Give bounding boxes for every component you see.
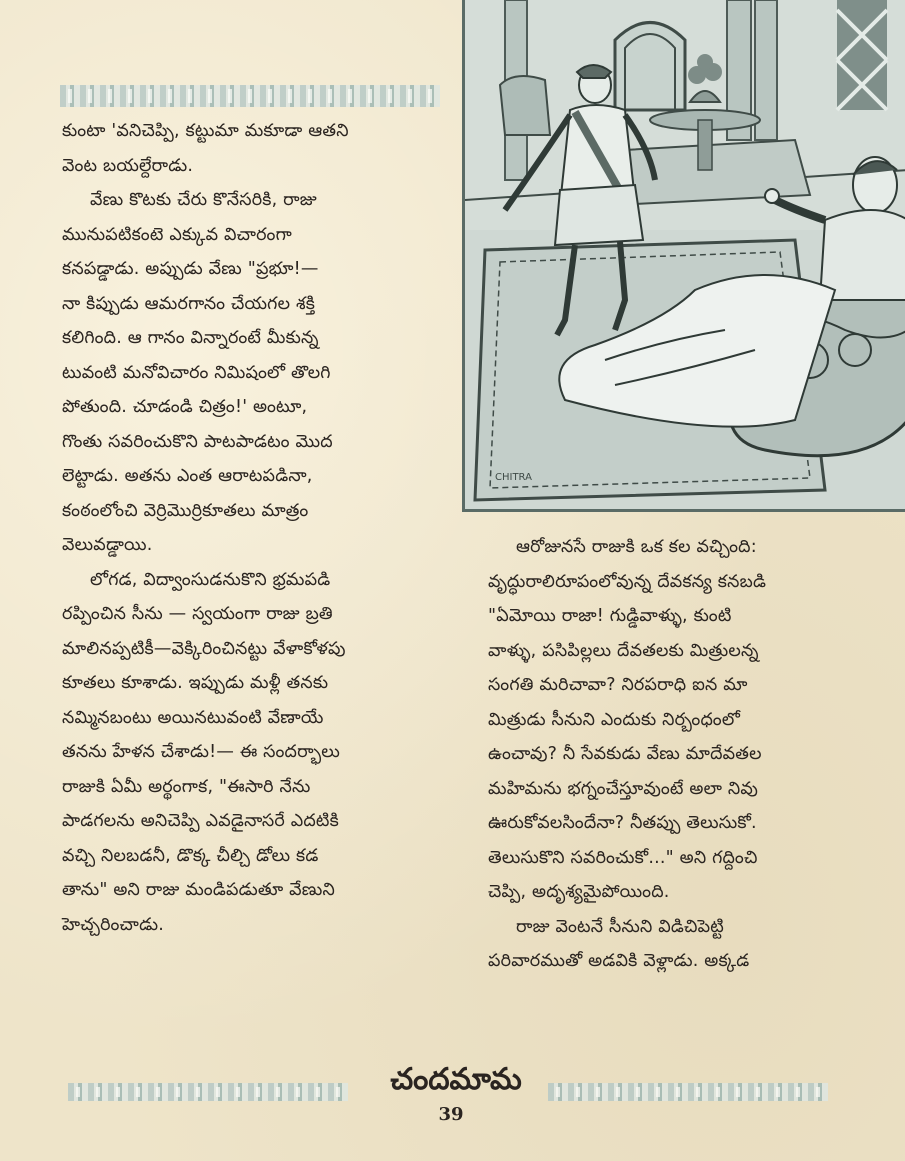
text-line: వెలువడ్డాయి. — [62, 535, 153, 555]
left-text-column — [62, 114, 447, 942]
text-line: గొంతు సవరించుకొని పాటపాడటం మొద — [62, 431, 333, 452]
text-line: మిత్రుడు సీనుని ఎందుకు నిర్బంధంలో — [488, 709, 741, 730]
illustration-drawing — [465, 0, 905, 512]
text-line: చెప్పి, అదృశ్యమైపోయింది. — [488, 882, 670, 902]
text-line: ఊరుకోవలసిందేనా? నీతప్పు తెలుసుకో. — [488, 813, 757, 833]
right-text-column — [488, 530, 868, 979]
text-line: "ఏమోయి రాజా! గుడ్డివాళ్ళు, కుంటి — [488, 606, 732, 626]
text-line: పరివారముతో అడవికి వెళ్లాడు. అక్కడ — [488, 951, 750, 971]
text-line: వచ్చి నిలబడనీ, డొక్క చీల్చి డోలు కడ — [62, 845, 319, 866]
magazine-name: చందమామ — [390, 1062, 522, 1097]
text-line: వృద్ధురాలిరూపంలోవున్న దేవకన్య కనబడి — [488, 571, 767, 592]
text-line: హెచ్చరించాడు. — [62, 914, 165, 935]
artist-signature: CHITRA — [495, 472, 532, 483]
decorative-border-footer-left — [68, 1083, 348, 1101]
text-line: టువంటి మనోవిచారం నిమిషంలో తొలగి — [62, 362, 331, 383]
text-line: లెట్టాడు. అతను ఎంత ఆరాటపడినా, — [62, 466, 313, 486]
text-line: పాడగలను అనిచెప్పి ఎవడైనాసరే ఎదటికి — [62, 811, 339, 831]
text-line: కంఠంలోంచి వెర్రిమొర్రికూతలు మాత్రం — [62, 500, 309, 521]
text-line: వాళ్ళు, పసిపిల్లలు దేవతలకు మిత్రులన్న — [488, 640, 759, 661]
text-line: కనపడ్డాడు. అప్పుడు వేణు "ప్రభూ!— — [62, 259, 319, 279]
text-line: నమ్మినబంటు అయినటువంటి వేణాయే — [62, 707, 324, 728]
decorative-border-top — [60, 85, 440, 107]
text-line: కలిగింది. ఆ గానం విన్నారంటే మీకున్న — [62, 328, 319, 348]
decorative-border-footer-right — [548, 1083, 828, 1101]
text-line: ఆరోజునసే రాజుకి ఒక కల వచ్చింది: — [516, 537, 757, 557]
text-line: మహిమను భగ్నంచేస్తూవుంటే అలా నివు — [488, 778, 759, 799]
text-line: తెలుసుకొని సవరించుకో..." అని గద్దించి — [488, 847, 758, 868]
text-line: రాజు వెంటనే సీనుని విడిచిపెట్టి — [516, 916, 724, 937]
text-line: నా కిప్పుడు ఆమరగానం చేయగల శక్తి — [62, 293, 316, 314]
text-line: కూతలు కూశాడు. ఇప్పుడు మళ్లీ తనకు — [62, 673, 329, 693]
text-line: తాను" అని రాజు మండిపడుతూ వేణుని — [62, 880, 335, 900]
text-line: రప్పించిన సీను — స్వయంగా రాజు బ్రతి — [62, 604, 333, 624]
text-line: ఉంచావు? నీ సేవకుడు వేణు మాదేవతల — [488, 744, 762, 764]
text-line: తనను హేళన చేశాడు!— ఈ సందర్భాలు — [62, 742, 340, 762]
text-line: పోతుంది. చూడండి చిత్రం!' అంటూ, — [62, 397, 308, 417]
text-line: మునుపటికంటె ఎక్కువ విచారంగా — [62, 224, 292, 245]
page-number: 39 — [438, 1104, 464, 1125]
story-illustration — [462, 0, 905, 512]
text-line: కుంటా 'వనిచెప్పి, కట్టుమా మకూడా ఆతని — [62, 121, 349, 141]
text-line: లోగడ, విద్వాంసుడనుకొని భ్రమపడి — [90, 569, 331, 590]
text-line: వెంట బయల్దేరాడు. — [62, 155, 194, 176]
text-line: వేణు కొటకు చేరు కొనేసరికి, రాజు — [90, 190, 317, 210]
text-line: సంగతి మరిచావా? నిరపరాధి ఐన మా — [488, 675, 748, 695]
text-line: మాలినప్పటికీ—వెక్కిరించినట్టు వేళాకోళపు — [62, 638, 346, 659]
text-line: రాజుకి ఏమీ అర్థంగాక, "ఈసారి నేను — [62, 776, 311, 797]
